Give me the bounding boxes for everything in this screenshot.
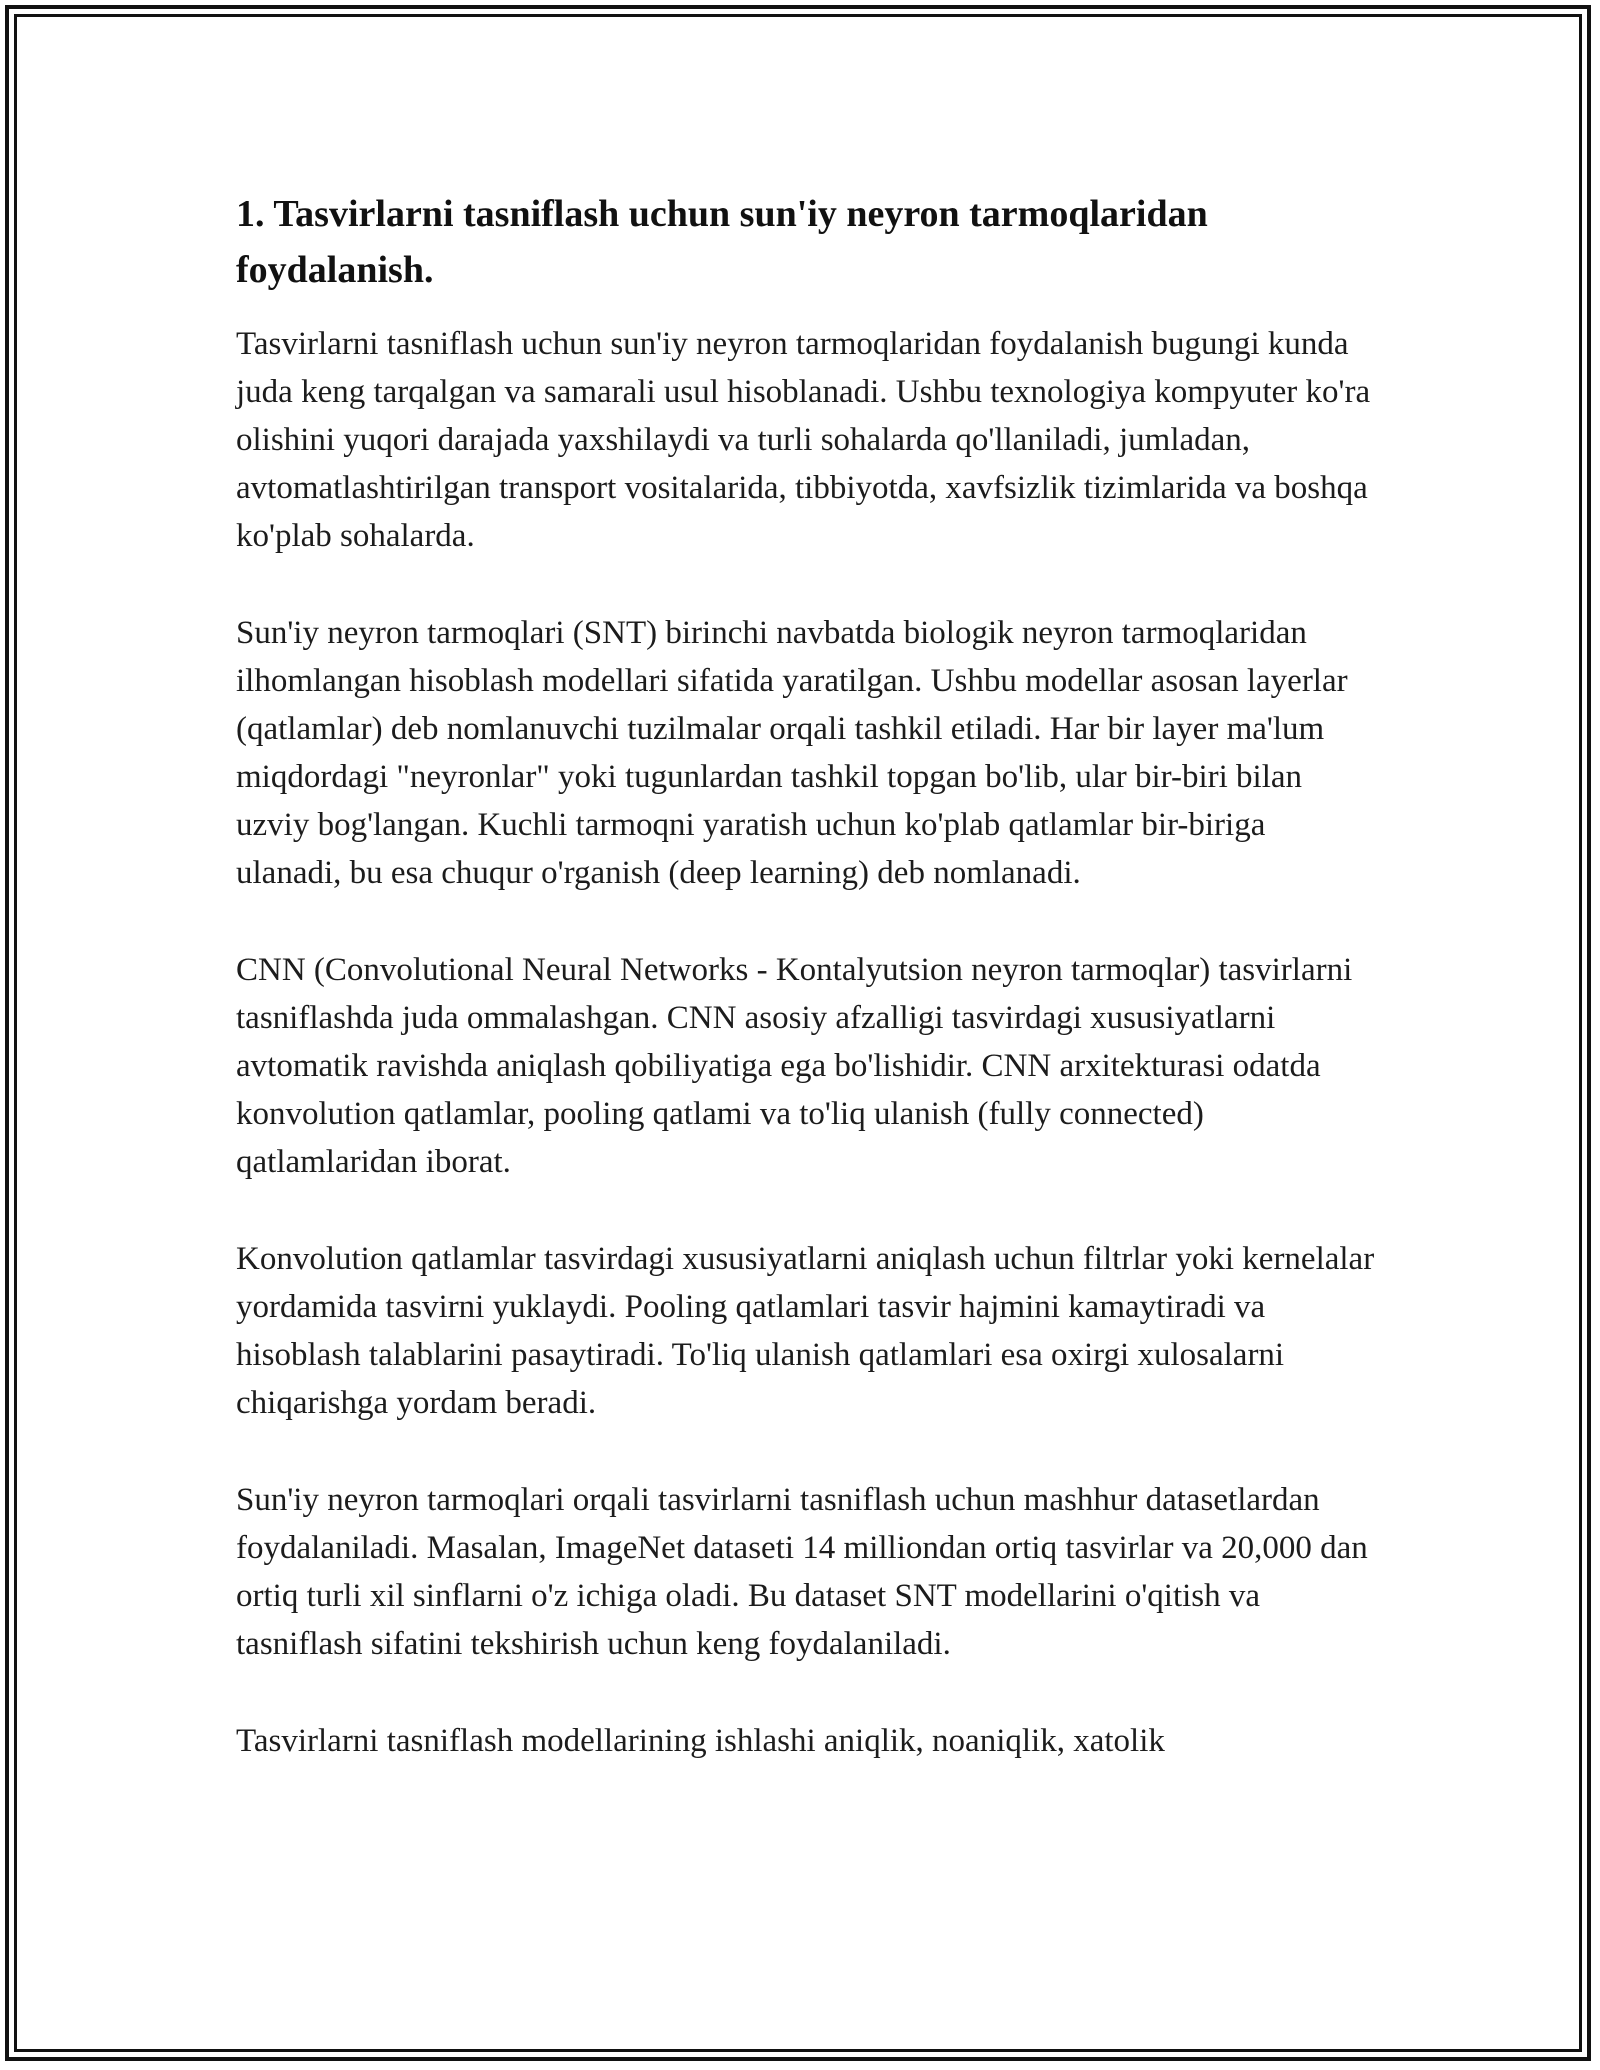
- paragraph: Tasvirlarni tasniflash uchun sun'iy neyron tarmoqlaridan foydalanish bugungi kunda juda keng tarqalgan va samarali usul hisoblanadi. Ushbu texnologiya kompyuter ko'ra olishini yuqori darajada yaxshilaydi va turli sohalarda qo'llaniladi, jumladan, avtomatlashtirilgan transport vositalarida, tibbiyotda, xavfsizlik tizimlarida va boshqa ko'plab sohalarda.: [236, 326, 1371, 554]
- paragraph: Sun'iy neyron tarmoqlari (SNT) birinchi navbatda biologik neyron tarmoqlaridan ilhomlangan hisoblash modellari sifatida yaratilgan. Ushbu modellar asosan layerlar (qatlamlar) deb nomlanuvchi tuzilmalar orqali tashkil etiladi. Har bir layer ma'lum miqdordagi "neyronlar" yoki tugunlardan tashkil topgan bo'lib, ular bir-biri bilan uzviy bog'langan. Kuchli tarmoqni yaratish uchun ko'plab qatlamlar bir-biriga ulanadi, bu esa chuqur o'rganish (deep learning) deb nomlanadi.: [236, 615, 1348, 891]
- section-heading: 1. Tasvirlarni tasniflash uchun sun'iy neyron tarmoqlaridan foydalanish.: [236, 193, 1208, 291]
- paragraph: Sun'iy neyron tarmoqlari orqali tasvirlarni tasniflash uchun mashhur datasetlardan foydalaniladi. Masalan, ImageNet dataseti 14 milliondan ortiq tasvirlar va 20,000 dan ortiq turli xil sinflarni o'z ichiga oladi. Bu dataset SNT modellarini o'qitish va tasniflash sifatini tekshirish uchun keng foydalaniladi.: [236, 1482, 1368, 1662]
- paragraph: CNN (Convolutional Neural Networks - Kontalyutsion neyron tarmoqlar) tasvirlarni tasniflashda juda ommalashgan. CNN asosiy afzalligi tasvirdagi xususiyatlarni avtomatik ravishda aniqlash qobiliyatiga ega bo'lishidir. CNN arxitekturasi odatda konvolution qatlamlar, pooling qatlami va to'liq ulanish (fully connected) qatlamlaridan iborat.: [236, 952, 1353, 1180]
- paragraph: Tasvirlarni tasniflash modellarining ishlashi aniqlik, noaniqlik, xatolik: [236, 1723, 1165, 1759]
- paragraph: Konvolution qatlamlar tasvirdagi xususiyatlarni aniqlash uchun filtrlar yoki kernelalar yordamida tasvirni yuklaydi. Pooling qatlamlari tasvir hajmini kamaytiradi va hisoblash talablarini pasaytiradi. To'liq ulanish qatlamlari esa oxirgi xulosalarni chiqarishga yordam beradi.: [236, 1241, 1375, 1421]
- document-page: [236, 186, 1376, 1765]
